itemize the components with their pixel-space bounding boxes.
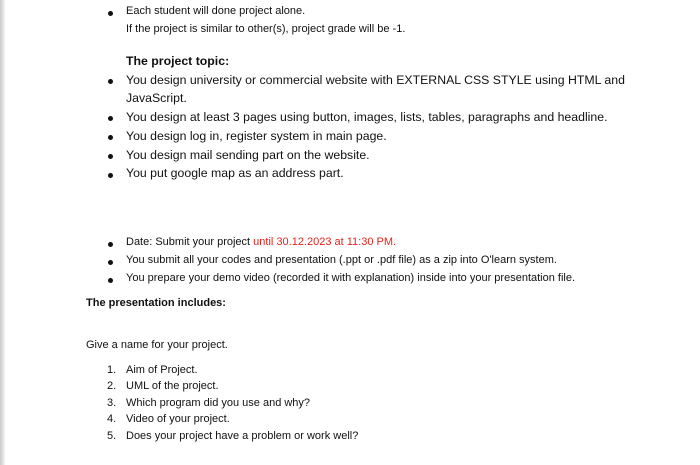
topic-heading: The project topic: (126, 54, 230, 68)
list-number: 5. (107, 430, 117, 442)
bullet-icon (108, 79, 113, 84)
bullet-icon (108, 278, 113, 283)
page-edge-shadow (0, 0, 5, 465)
presentation-item: UML of the project. (126, 380, 219, 392)
topic-item-1: You design university or commercial website with EXTERNAL CSS STYLE using HTML and (126, 73, 625, 87)
rule-alone-text: Each student will done project alone. (126, 5, 306, 17)
presentation-item: Which program did you use and why? (126, 397, 311, 409)
demo-video-text: You prepare your demo video (recorded it with explanation) inside into your presentation file. (126, 272, 576, 284)
presentation-item: Aim of Project. (126, 364, 198, 376)
submit-all-text: You submit all your codes and presentation (.ppt or .pdf file) as a zip into O'learn system. (126, 254, 557, 266)
topic-item-2: You design at least 3 pages using button, images, lists, tables, paragraphs and headline. (126, 110, 608, 124)
bullet-icon (108, 116, 113, 121)
presentation-item: Video of your project. (126, 413, 230, 425)
give-name-text: Give a name for your project. (86, 339, 228, 351)
topic-item-5: You put google map as an address part. (126, 166, 344, 180)
presentation-item: Does your project have a problem or work well? (126, 430, 359, 442)
list-number: 2. (107, 380, 117, 392)
bullet-icon (108, 242, 113, 247)
deadline-text: until 30.12.2023 at 11:30 PM. (253, 236, 397, 248)
bullet-icon (108, 154, 113, 159)
list-number: 1. (107, 364, 117, 376)
presentation-heading: The presentation includes: (86, 297, 226, 309)
submission-date-line (126, 236, 396, 248)
topic-item-4: You design mail sending part on the website. (126, 148, 370, 162)
list-number: 3. (107, 397, 117, 409)
bullet-icon (108, 260, 113, 265)
rule-similar-text: If the project is similar to other(s), project grade will be -1. (126, 23, 406, 35)
date-prefix-text: Date: Submit your project (126, 236, 254, 248)
bullet-icon (108, 135, 113, 140)
bullet-icon (108, 11, 113, 16)
topic-item-1-cont: JavaScript. (126, 91, 187, 105)
bullet-icon (108, 173, 113, 178)
list-number: 4. (107, 413, 117, 425)
topic-item-3: You design log in, register system in main page. (126, 129, 387, 143)
